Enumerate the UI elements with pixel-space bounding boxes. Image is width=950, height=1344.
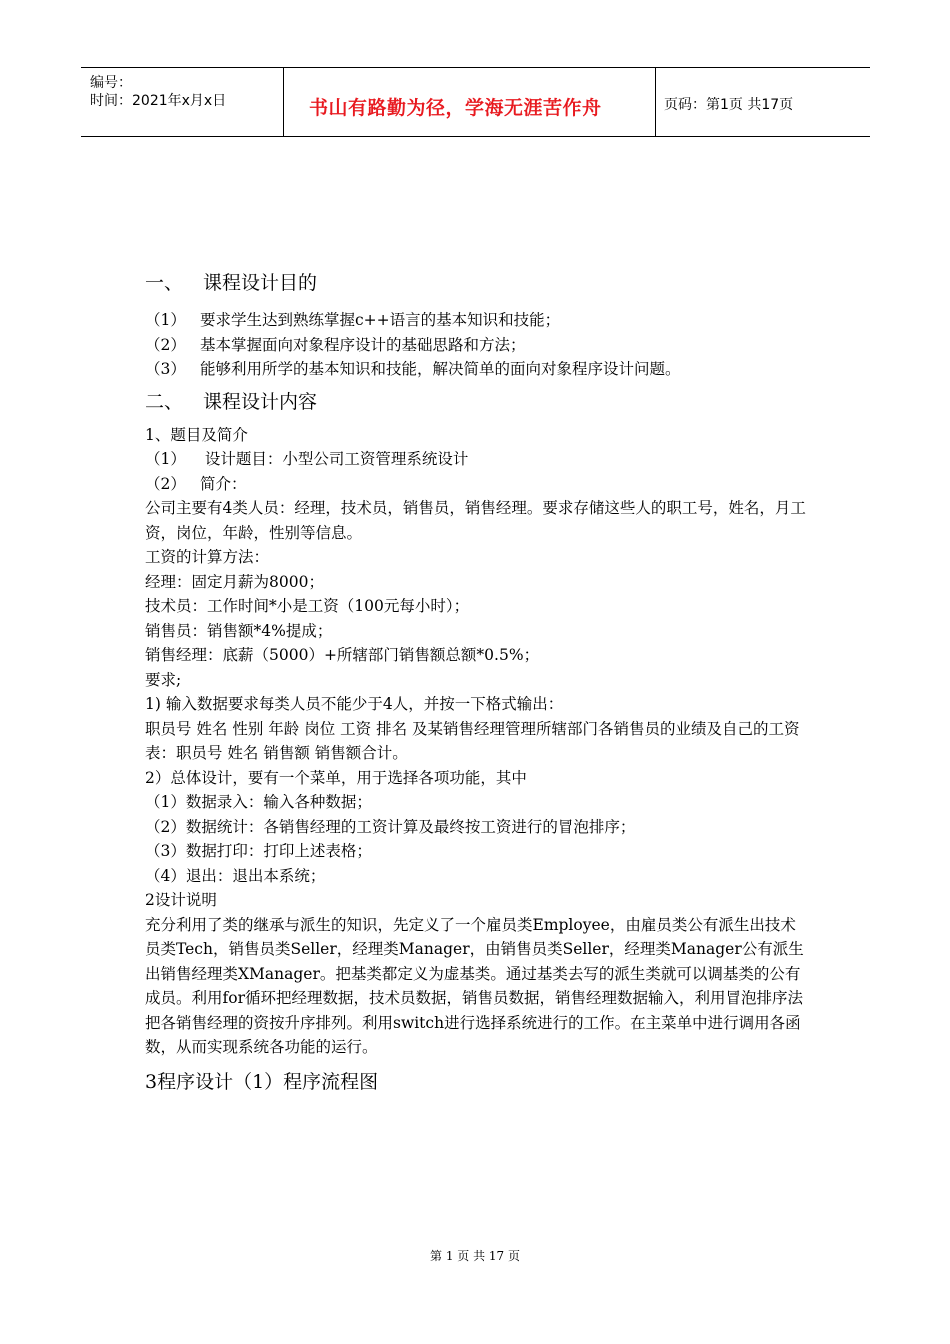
section-heading-purpose: 一、 课程设计目的 — [145, 272, 318, 294]
salary-line: 销售经理：底薪（5000）+所辖部门销售额总额*0.5%； — [145, 646, 540, 664]
subsection-title: 1、题目及简介 — [145, 425, 248, 444]
menu-item: （4）退出：退出本系统； — [145, 866, 326, 885]
salary-line: 经理：固定月薪为8000； — [145, 572, 324, 591]
page-header — [81, 67, 870, 137]
document-date: 时间：2021年x月x日 — [90, 93, 227, 109]
salary-title: 工资的计算方法： — [145, 548, 270, 566]
list-item: （2） 基本掌握面向对象程序设计的基础思路和方法； — [145, 335, 526, 354]
header-motto: 书山有路勤为径，学海无涯苦作舟 — [309, 97, 602, 119]
subsection-heading-flowchart: 3程序设计（1）程序流程图 — [145, 1070, 379, 1093]
design-description: 充分利用了类的继承与派生的知识，先定义了一个雇员类Employee，由雇员类公有派生出技术员类Tech，销售员类Seller，经理类Manager，由销售员类Seller，经理类Manager公有派生出销售经理类XManager。把基类都定义为虚基类。通过基类去写的派生类就可以调基类的公有成员。利用for循环把经理数据，技术员数据，销售员数据，销售经理数据输入，利用冒泡排序法把各销售经理的资按升序排列。利用switch进行选择系统进行的工作。在主菜单中进行调用各函数，从而实现系统各功能的运行。 — [145, 915, 804, 1056]
requirement-2: 2）总体设计，要有一个菜单，用于选择各项功能，其中 — [145, 768, 527, 787]
list-item: （3） 能够利用所学的基本知识和技能，解决简单的面向对象程序设计问题。 — [145, 360, 681, 378]
header-info-cell — [81, 68, 284, 136]
list-item: （1） 设计题目：小型公司工资管理系统设计 — [145, 450, 469, 468]
page-footer: 第 1 页 共 17 页 — [430, 1249, 520, 1263]
requirement-1: 1) 输入数据要求每类人员不能少于4人，并按一下格式输出： — [145, 695, 564, 713]
document-body — [145, 268, 810, 1097]
menu-item: （1）数据录入：输入各种数据； — [145, 793, 372, 811]
salary-line: 销售员：销售额*4%提成； — [145, 621, 333, 640]
subsection-title: 2设计说明 — [145, 891, 217, 909]
list-item: （2） 简介： — [145, 474, 247, 493]
header-page-cell — [656, 68, 870, 136]
salary-line: 技术员：工作时间*小是工资（100元每小时）； — [145, 597, 470, 615]
header-motto-cell — [283, 68, 656, 136]
menu-item: （3）数据打印：打印上述表格； — [145, 842, 372, 860]
section-heading-content: 二、 课程设计内容 — [145, 390, 318, 413]
menu-item: （2）数据统计：各销售经理的工资计算及最终按工资进行的冒泡排序； — [145, 817, 636, 836]
header-page-number: 页码：第1页 共17页 — [664, 97, 794, 113]
intro-paragraph: 公司主要有4类人员：经理，技术员，销售员，销售经理。要求存储这些人的职工号，姓名，月工资，岗位，年龄，性别等信息。 — [145, 499, 806, 542]
requirement-1-detail: 职员号 姓名 性别 年龄 岗位 工资 排名 及某销售经理管理所辖部门各销售员的业绩及自己的工资表：职员号 姓名 销售额 销售额合计。 — [145, 719, 800, 762]
list-item: （1） 要求学生达到熟练掌握c++语言的基本知识和技能； — [145, 311, 561, 329]
requirements-title: 要求; — [145, 670, 182, 689]
document-number: 编号： — [90, 75, 132, 91]
